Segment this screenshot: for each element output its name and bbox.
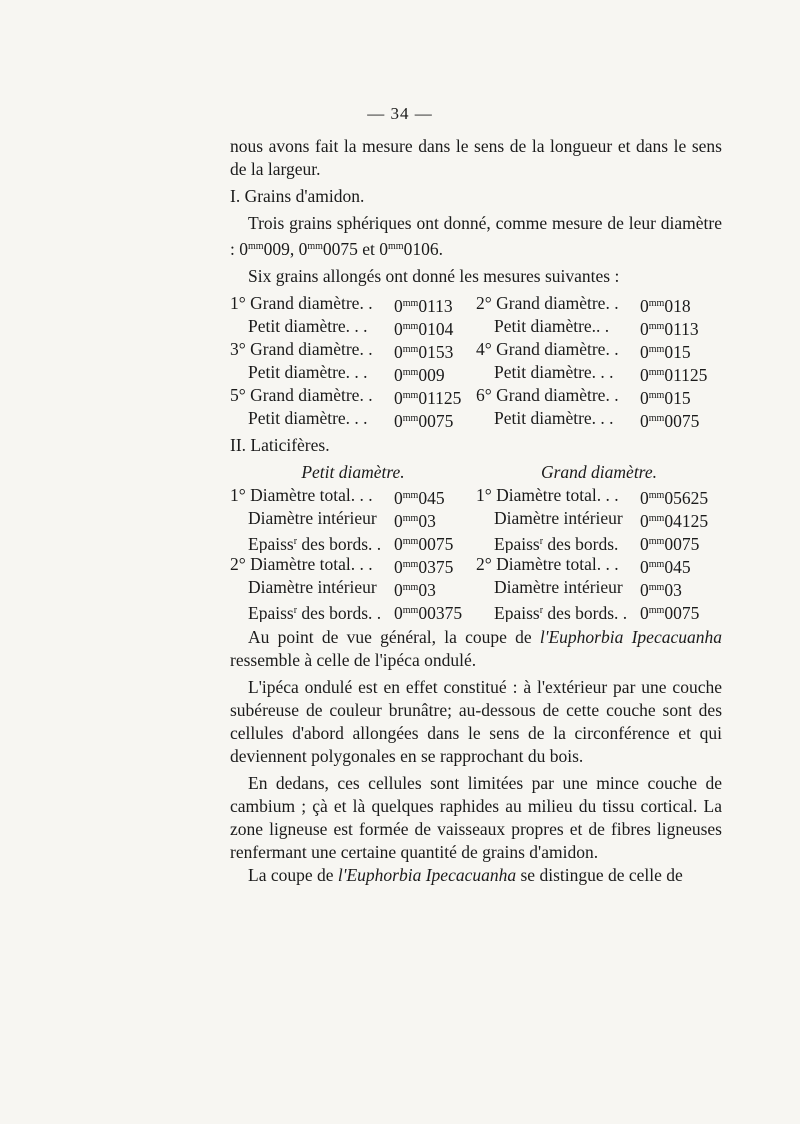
row-value: $0^{mm}05625$ (640, 488, 709, 508)
row-label: 2° Diamètre total. . . (230, 554, 373, 574)
row-label: 6° Grand diamètre. . (476, 385, 619, 405)
spherical-value-1: 009, 0 (263, 239, 308, 259)
paragraph-spherical (230, 212, 722, 261)
column-heading: Grand diamètre. (540, 462, 657, 482)
paragraph-intro: nous avons fait la mesure dans le sens de la longueur et dans le sens de la largeur. (230, 136, 722, 179)
text-block (230, 135, 722, 887)
table-row (476, 484, 722, 507)
table-row (230, 553, 476, 576)
row-value: $0^{mm}0104$ (394, 319, 454, 339)
table-row (230, 338, 476, 361)
row-value: $0^{mm}04125$ (640, 511, 709, 531)
spherical-value-2: 0075 et 0 (322, 239, 389, 259)
row-label: Epaiss$^r$ des bords. (494, 534, 619, 553)
unit-mm: mm (248, 241, 264, 252)
table-row (230, 292, 476, 315)
row-value: $0^{mm}045$ (394, 488, 445, 508)
row-value: $0^{mm}03$ (394, 580, 436, 600)
paragraph-last: La coupe de l'Euphorbia Ipecacuanha se distingue de celle de (248, 865, 683, 885)
row-label: 3° Grand diamètre. . (230, 339, 373, 359)
table-row (476, 599, 722, 622)
table-row (476, 530, 722, 553)
species-name: l'Euphorbia Ipecacuanha (337, 865, 517, 885)
paragraph-general: Au point de vue général, la coupe de l'Euphorbia Ipecacuanha ressemble à celle de l'ipéca ondulé. (230, 627, 722, 670)
row-label: Petit diamètre. . . (248, 362, 368, 382)
row-value: $0^{mm}03$ (394, 511, 436, 531)
row-value: $0^{mm}0075$ (394, 534, 454, 554)
row-value: $0^{mm}0075$ (394, 411, 454, 431)
row-label: Diamètre intérieur (248, 577, 377, 597)
row-label: Petit diamètre. . . (494, 408, 614, 428)
table-row (476, 338, 722, 361)
spherical-text: Trois grains sphériques ont donné, comme mesure de leur diamètre : 0 (230, 213, 722, 259)
unit-mm: mm (388, 241, 404, 252)
row-value: $0^{mm}00375$ (394, 603, 463, 623)
table-row (230, 384, 476, 407)
row-value: $0^{mm}0113$ (640, 319, 699, 339)
laticifers-measure-table (230, 461, 722, 622)
grains-right-column (476, 292, 722, 430)
spherical-value-3: 0106. (403, 239, 443, 259)
row-value: $0^{mm}045$ (640, 557, 691, 577)
row-value: $0^{mm}01125$ (394, 388, 462, 408)
table-row (476, 553, 722, 576)
row-value: $0^{mm}018$ (640, 296, 691, 316)
row-label: 1° Diamètre total. . . (476, 485, 619, 505)
table-row (476, 576, 722, 599)
section-title-starch: I. Grains d'amidon. (230, 186, 365, 206)
table-row (230, 576, 476, 599)
grains-measure-table (230, 292, 722, 430)
table-row (476, 361, 722, 384)
table-row (476, 507, 722, 530)
paragraph-ipeca: L'ipéca ondulé est en effet constitué : à l'extérieur par une couche subéreuse de couleur brunâtre; au-dessous de cette couche sont des cellules d'abord allongées dans le sens de la circonférence et qui deviennent polygonales en se rapprochant du bois. (230, 677, 722, 766)
row-label: Epaiss$^r$ des bords. . (248, 603, 382, 622)
laticifers-left-column (230, 461, 476, 622)
row-label: Diamètre intérieur (494, 577, 623, 597)
row-label: Diamètre intérieur (248, 508, 377, 528)
row-label: 1° Grand diamètre. . (230, 293, 373, 313)
page-number: — 34 — (367, 104, 433, 123)
table-row (230, 599, 476, 622)
table-row (230, 315, 476, 338)
table-row (230, 361, 476, 384)
row-label: 4° Grand diamètre. . (476, 339, 619, 359)
row-value: $0^{mm}0075$ (640, 411, 700, 431)
row-label: Epaiss$^r$ des bords. . (248, 534, 382, 553)
table-row (230, 530, 476, 553)
row-label: Petit diamètre. . . (494, 362, 614, 382)
table-row (230, 484, 476, 507)
unit-mm: mm (307, 241, 323, 252)
row-value: $0^{mm}0153$ (394, 342, 454, 362)
row-label: Diamètre intérieur (494, 508, 623, 528)
laticifers-right-column (476, 461, 722, 622)
row-value: $0^{mm}03$ (640, 580, 682, 600)
row-label: 5° Grand diamètre. . (230, 385, 373, 405)
row-value: $0^{mm}0075$ (640, 603, 700, 623)
paragraph-elongated: Six grains allongés ont donné les mesures suivantes : (248, 266, 620, 286)
column-heading: Petit diamètre. (301, 462, 405, 482)
table-row (476, 384, 722, 407)
grains-left-column (230, 292, 476, 430)
table-row (476, 407, 722, 430)
table-row (476, 292, 722, 315)
row-value: $0^{mm}015$ (640, 388, 691, 408)
row-value: $0^{mm}01125$ (640, 365, 708, 385)
row-label: Petit diamètre.. . (494, 316, 610, 336)
row-label: 2° Grand diamètre. . (476, 293, 619, 313)
row-label: 1° Diamètre total. . . (230, 485, 373, 505)
row-value: $0^{mm}015$ (640, 342, 691, 362)
species-name: l'Euphorbia Ipecacuanha (539, 627, 722, 647)
section-title-laticifers: II. Laticifères. (230, 435, 330, 455)
row-value: $0^{mm}0113$ (394, 296, 453, 316)
row-value: $0^{mm}0375$ (394, 557, 454, 577)
table-row (230, 507, 476, 530)
row-label: Petit diamètre. . . (248, 408, 368, 428)
table-row (230, 407, 476, 430)
row-value: $0^{mm}0075$ (640, 534, 700, 554)
row-label: Petit diamètre. . . (248, 316, 368, 336)
row-label: Epaiss$^r$ des bords. . (494, 603, 628, 622)
row-value: $0^{mm}009$ (394, 365, 445, 385)
row-label: 2° Diamètre total. . . (476, 554, 619, 574)
table-row (476, 315, 722, 338)
paragraph-dedans: En dedans, ces cellules sont limitées par une mince couche de cambium ; çà et là quelques raphides au milieu du tissu cortical. La zone ligneuse est formée de vaisseaux propres et de fibres ligneuses renfermant une certaine quantité de grains d'amidon. (230, 773, 722, 862)
